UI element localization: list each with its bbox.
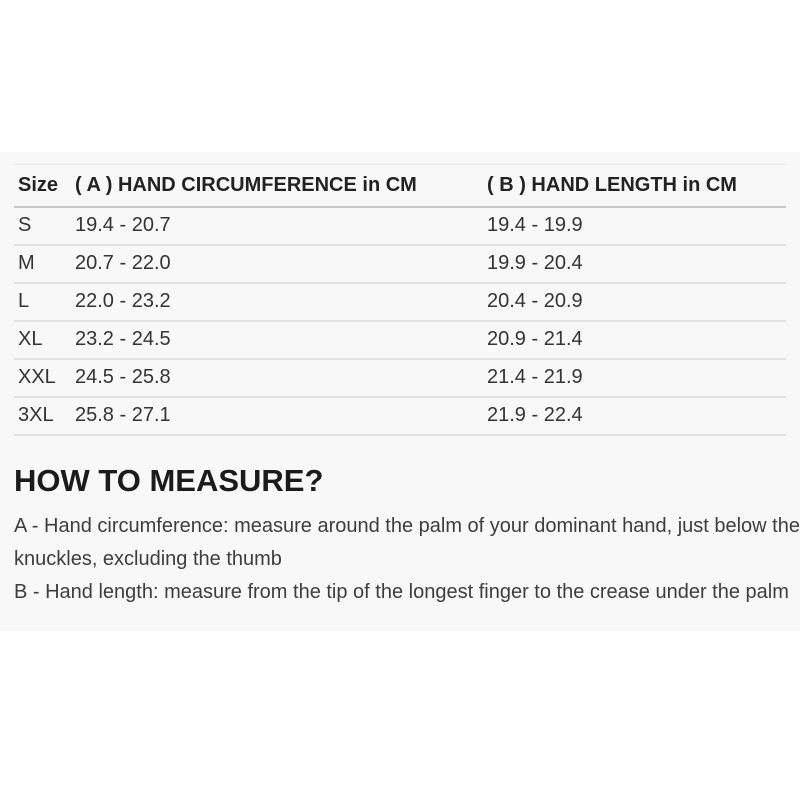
- instruction-a-line1: A - Hand circumference: measure around the palm of your dominant hand, just below the: [14, 514, 800, 537]
- instruction-a-line2: knuckles, excluding the thumb: [14, 547, 282, 570]
- circumference-cell: 22.0 - 23.2: [71, 283, 483, 321]
- table-header-row: [14, 165, 786, 207]
- measuring-instructions: [14, 510, 800, 609]
- circumference-cell: 25.8 - 27.1: [71, 397, 483, 435]
- column-header-length: ( B ) HAND LENGTH in CM: [483, 165, 786, 207]
- length-cell: 19.9 - 20.4: [483, 245, 786, 283]
- how-to-measure-title: HOW TO MEASURE?: [14, 462, 324, 498]
- size-guide-section: [0, 152, 800, 631]
- length-cell: 20.9 - 21.4: [483, 321, 786, 359]
- instruction-b: B - Hand length: measure from the tip of the longest finger to the crease under the palm: [14, 580, 789, 603]
- size-cell: S: [14, 207, 71, 245]
- column-header-size: Size: [14, 165, 71, 207]
- length-cell: 20.4 - 20.9: [483, 283, 786, 321]
- size-table: [14, 164, 786, 436]
- circumference-cell: 19.4 - 20.7: [71, 207, 483, 245]
- circumference-cell: 23.2 - 24.5: [71, 321, 483, 359]
- circumference-cell: 24.5 - 25.8: [71, 359, 483, 397]
- size-cell: XL: [14, 321, 71, 359]
- column-header-circumference: ( A ) HAND CIRCUMFERENCE in CM: [71, 165, 483, 207]
- size-cell: M: [14, 245, 71, 283]
- length-cell: 21.9 - 22.4: [483, 397, 786, 435]
- table-row: [14, 207, 786, 245]
- length-cell: 21.4 - 21.9: [483, 359, 786, 397]
- table-row: [14, 283, 786, 321]
- table-row: [14, 245, 786, 283]
- size-cell: L: [14, 283, 71, 321]
- circumference-cell: 20.7 - 22.0: [71, 245, 483, 283]
- table-row: [14, 397, 786, 435]
- size-cell: 3XL: [14, 397, 71, 435]
- table-row: [14, 359, 786, 397]
- length-cell: 19.4 - 19.9: [483, 207, 786, 245]
- table-row: [14, 321, 786, 359]
- size-cell: XXL: [14, 359, 71, 397]
